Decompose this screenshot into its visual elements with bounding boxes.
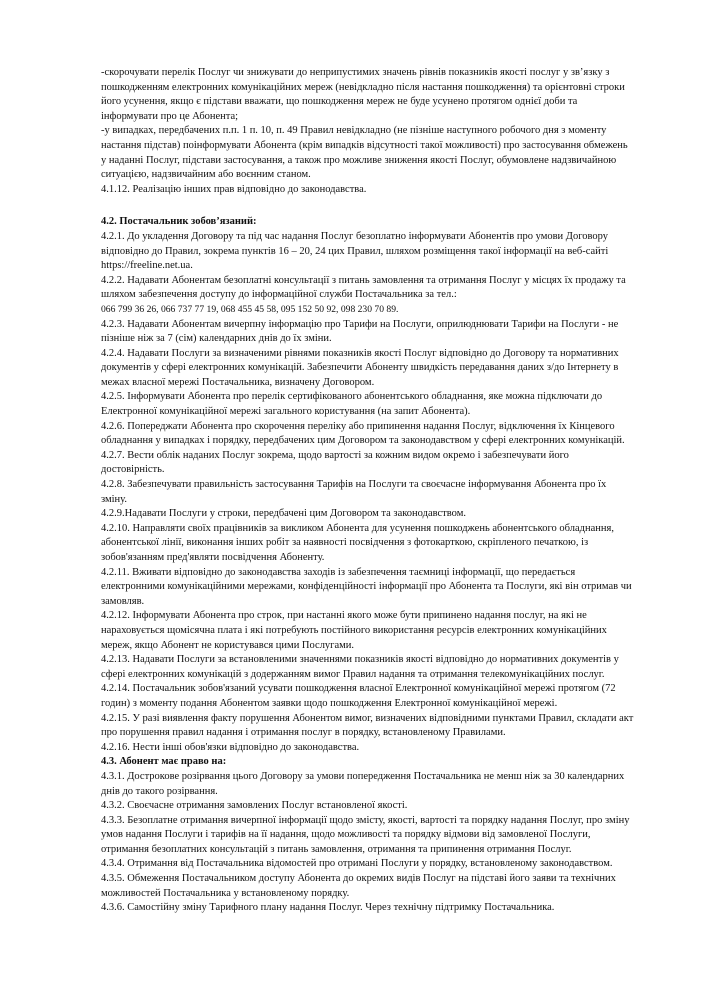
clause-4-2-16: 4.2.16. Нести інші обов'язки відповідно до законодавства. — [101, 741, 360, 753]
clause-4-3-6: 4.3.6. Самостійну зміну Тарифного плану надання Послуг. Через технічну підтримку Постачальника. — [101, 902, 555, 914]
clause-4-1-12: 4.1.12. Реалізацію інших прав відповідно до законодавства. — [101, 183, 367, 195]
paragraph-restrictions-notice: -у випадках, передбачених п.п. 1 п. 10, п. 49 Правил невідкладно (не пізніше наступного робочого дня з моменту настання підстав) поінформувати Абонента (крім випадків відсутності такої можливості) про застосування обмежень у наданні Послуг, підстави застосування, а також про можливе зниження якості Послуг, обумовлене надзвичайною ситуацією, надзвичайним або воєнним станом. — [101, 125, 628, 181]
clause-4-2-9: 4.2.9.Надавати Послуги у строки, передбачені цим Договором та законодавством. — [101, 508, 466, 520]
clause-4-2-10: 4.2.10. Направляти своїх працівників за викликом Абонента для усунення пошкоджень абонентського обладнання, абонентської лінії, виконання інших робіт за наявності посвідчення з фотокарткою, скріпленого печаткою, із зобов'язанням пред'являти посвідчення Абоненту. — [101, 522, 614, 563]
clause-4-2-15: 4.2.15. У разі виявлення факту порушення Абонентом вимог, визначених відповідними пунктами Правил, складати акт про порушення правил надання і отримання послуг в порядку, встановленому Правилами. — [101, 712, 634, 739]
clause-4-2-5: 4.2.5. Інформувати Абонента про перелік сертифікованого абонентського обладнання, яке можна підключати до Електронної комунікаційної мережі загального користування (на запит Абонента). — [101, 391, 603, 418]
clause-4-2-6: 4.2.6. Попереджати Абонента про скорочення переліку або припинення надання Послуг, відключення їх Кінцевого обладнання у випадках і порядку, передбачених цим Договором та законодавством у сфері електронних комунікацій. — [101, 420, 625, 447]
section-heading-4-3: 4.3. Абонент має право на: — [101, 756, 227, 768]
clause-4-2-11: 4.2.11. Вживати відповідно до законодавства заходів із забезпечення таємниці інформації, що передається електронними комунікаційними мережами, конфіденційності інформації про Абонента та Послуги, які він отримав чи замовляв. — [101, 566, 632, 607]
clause-4-2-7: 4.2.7. Вести облік наданих Послуг зокрема, щодо вартості за кожним видом окремо і забезпечувати його достовірність. — [101, 449, 569, 476]
clause-4-3-2: 4.3.2. Своєчасне отримання замовлених Послуг встановленої якості. — [101, 800, 408, 812]
clause-4-2-3: 4.2.3. Надавати Абонентам вичерпну інформацію про Тарифи на Послуги, оприлюднювати Тарифи на Послуги - не пізніше ніж за 7 (сім) календарних днів до їх зміни. — [101, 318, 619, 345]
clause-4-2-1: 4.2.1. До укладення Договору та під час надання Послуг безоплатно інформувати Абонентів про умови Договору відповідно до Правил, зокрема пунктів 16 – 20, 24 цих Правил, шляхом розміщення такої інформації на веб-сайті https://freeline.net.ua. — [101, 230, 609, 272]
clause-4-3-5: 4.3.5. Обмеження Постачальником доступу Абонента до окремих видів Послуг на підставі його заяви та технічних можливостей Постачальника у встановленому порядку. — [101, 873, 616, 899]
clause-4-2-4: 4.2.4. Надавати Послуги за визначеними рівнями показників якості Послуг відповідно до Договору та нормативних документів у сфері електронних комунікацій. Забезпечити Абоненту швидкість передавання даних з/до Інтернету в межах власної мережі Постачальника, визначену Договором. — [101, 347, 619, 388]
clause-4-2-12: 4.2.12. Інформувати Абонента про строк, при настанні якого може бути припинено надання послуг, на які не нараховується щомісячна плата і які потребують постійного використання ресурсів електронних комунікаційних мереж, якщо Абонент не користувався цими Послугами. — [101, 610, 607, 651]
clause-4-2-13: 4.2.13. Надавати Послуги за встановленими значеннями показників якості відповідно до нормативних документів у сфері електронних комунікацій з додержанням вимог Правил надання та отримання телекомунікаційних послуг. — [101, 654, 619, 680]
clause-4-3-3: 4.3.3. Безоплатне отримання вичерпної інформації щодо змісту, якості, вартості та порядку надання Послуг, про зміну умов надання Послуги і тарифів на її надання, щодо можливості та порядку відмови від замовленої Послуги, отримання безоплатних консультацій з питань замовлення, отримання та припинення отримання Послуг. — [101, 814, 630, 855]
clause-4-2-8: 4.2.8. Забезпечувати правильність застосування Тарифів на Послуги та своєчасне інформування Абонента про їх зміну. — [101, 479, 607, 505]
section-heading-4-2: 4.2. Постачальник зобов’язаний: — [101, 216, 257, 228]
clause-4-2-14: 4.2.14. Постачальник зобов'язаний усувати пошкодження власної Електронної комунікаційної мережі протягом (72 годин) з моменту подання Абонентом заявки щодо пошкодження Електронної комунікаційної мережі. — [101, 683, 616, 709]
clause-4-2-2: 4.2.2. Надавати Абонентам безоплатні консультації з питань замовлення та отримання Послуг у місцях їх продажу та шляхом забезпечення доступу до інформаційної служби Постачальника за тел.: — [101, 274, 626, 301]
clause-4-3-1: 4.3.1. Дострокове розірвання цього Договору за умови попередження Постачальника не менш ніж за 30 календарних днів до такого розірвання. — [101, 770, 625, 797]
section-gap — [101, 197, 634, 215]
clause-4-3-4: 4.3.4. Отримання від Постачальника відомостей про отримані Послуги у порядку, встановленому законодавством. — [101, 858, 613, 870]
paragraph-reduce-services: -скорочувати перелік Послуг чи знижувати до неприпустимих значень рівнів показників якості послуг у зв’язку з пошкодженням електронних комунікаційних мереж (невідкладно після настання пошкодження) та орієнтовні строки його усунення, якщо є підстави вважати, що пошкодження мереж не буде усунено протягом однієї доби та інформувати про це Абонента; — [101, 67, 625, 122]
phone-numbers: 066 799 36 26, 066 737 77 19, 068 455 45 58, 095 152 50 92, 098 230 70 89. — [101, 303, 399, 315]
